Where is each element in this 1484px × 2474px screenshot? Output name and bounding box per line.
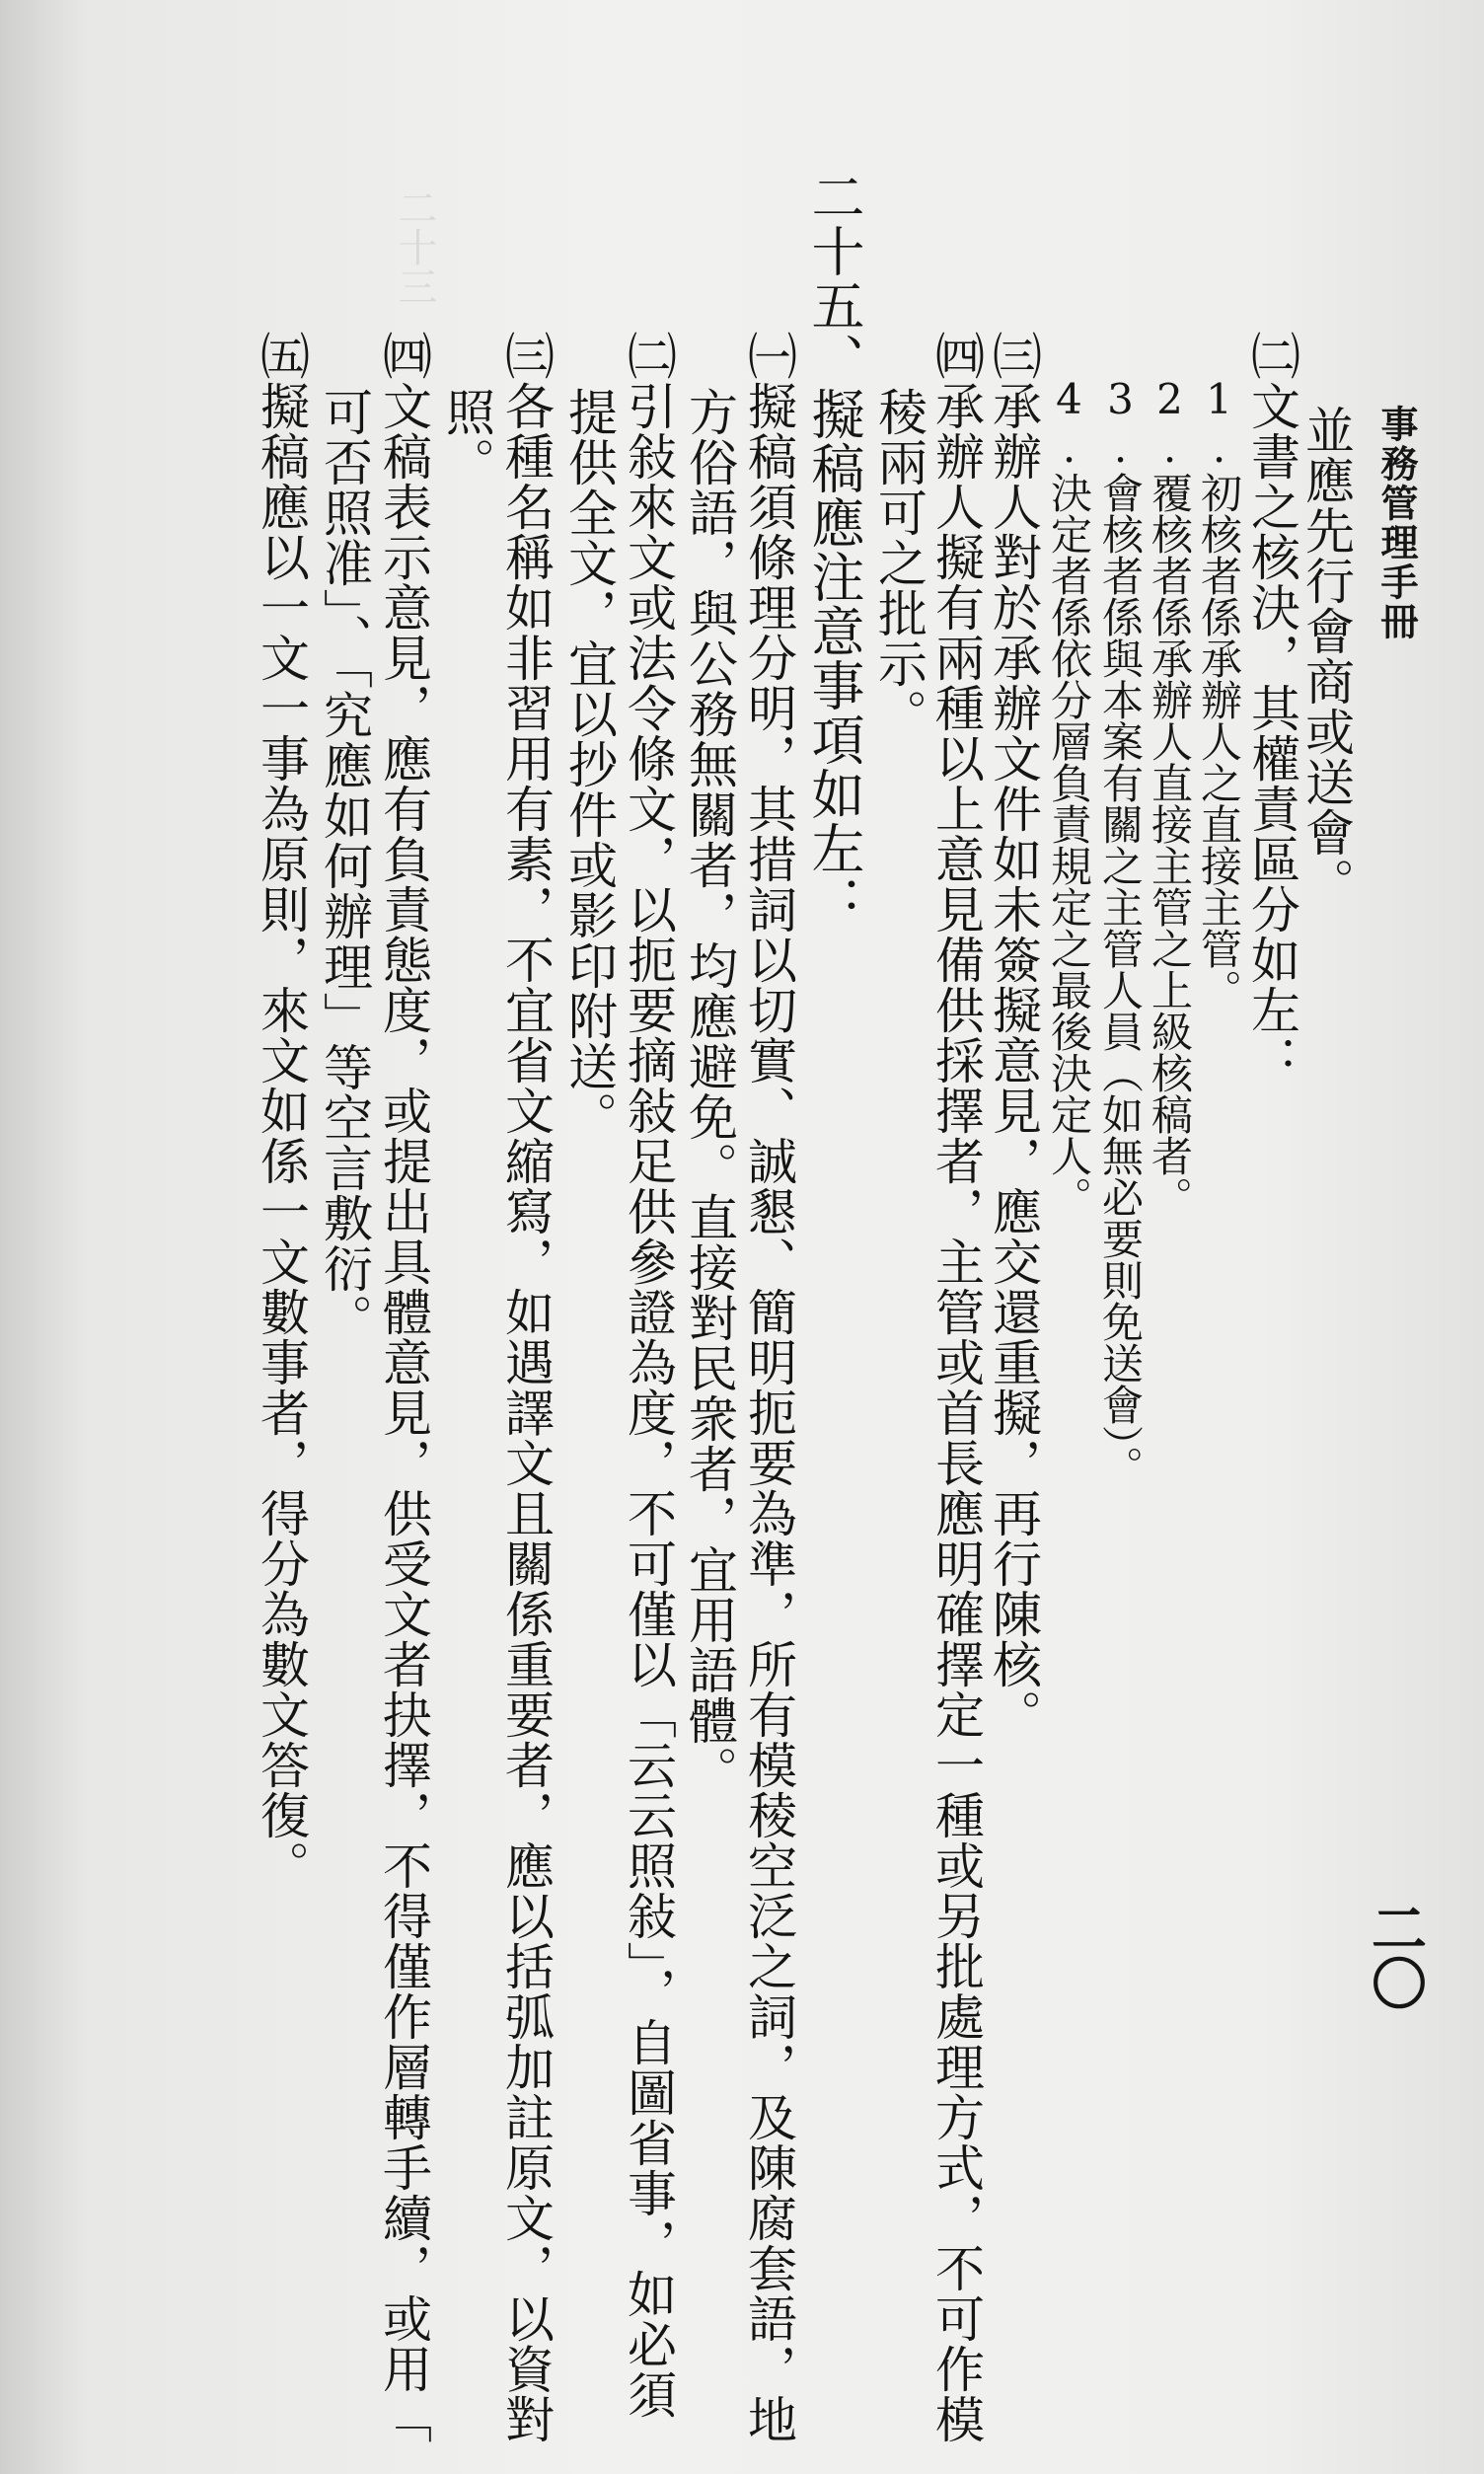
text-column-14: 提供全文，宜以抄件或影印附送。 — [560, 387, 618, 1142]
text-column-7: ㈢承辦人對於承辦文件如未簽擬意見，應交還重擬，再行陳核。 — [985, 331, 1042, 1740]
text-column-11: ㈠擬稿須條理分明，其措詞以切實、誠懇、簡明扼要為準，所有模稜空泛之詞，及陳腐套語，地 — [740, 331, 797, 2444]
text-column-2: ㈡文書之核決，其權責區分如左： — [1243, 331, 1300, 1086]
text-column-15: ㈢各種名稱如非習用有素，不宜省文縮寫，如遇譯文且關係重要者，應以括弧加註原文，以資對 — [497, 331, 555, 2444]
section-heading: 二十五、擬稿應注意事項如左： — [803, 170, 865, 930]
text-column-6: 4.決定者係依分層負責規定之最後決定人。 — [1045, 375, 1093, 1218]
page-number: 二〇 — [1363, 1900, 1428, 2010]
text-column-3: 1.初核者係承辦人之直接主管。 — [1195, 375, 1243, 1011]
text-column-4: 2.覆核者係承辦人直接主管之上級核稿者。 — [1146, 375, 1194, 1218]
text-column-5: 3.會核者係與本案有關之主管人員（如無必要則免送會）。 — [1096, 375, 1145, 1487]
text-column-17: ㈣文稿表示意見，應有負責態度，或提出具體意見，供受文者抉擇，不得僅作層轉手續，或用「 — [375, 331, 432, 2444]
text-column-19: ㈤擬稿應以一文一事為原則，來文如係一文數事者，得分為數文答復。 — [253, 331, 310, 1891]
text-column-13: ㈡引敍來文或法令條文，以扼要摘敍足供參證為度，不可僅以「云云照敍」，自圖省事，如必須 — [620, 331, 677, 2420]
text-column-18: 可否照准」、「究應如何辦理」等空言敷衍。 — [316, 387, 373, 1344]
text-column-8: ㈣承辦人擬有兩種以上意見備供採擇者，主管或首長應明確擇定一種或另批處理方式，不可作模 — [928, 331, 985, 2444]
text-column-16: 照。 — [438, 387, 495, 487]
text-column-9: 稜兩可之批示。 — [870, 387, 928, 739]
running-header: 事務管理手冊 — [1374, 405, 1419, 641]
text-column-1: 並應先行會商或送會。 — [1298, 405, 1355, 908]
bleed-through-text: 二十三 — [392, 187, 437, 306]
text-column-12: 方俗語，與公務無關者，均應避免。直接對民衆者，宜用語體。 — [681, 387, 738, 1796]
